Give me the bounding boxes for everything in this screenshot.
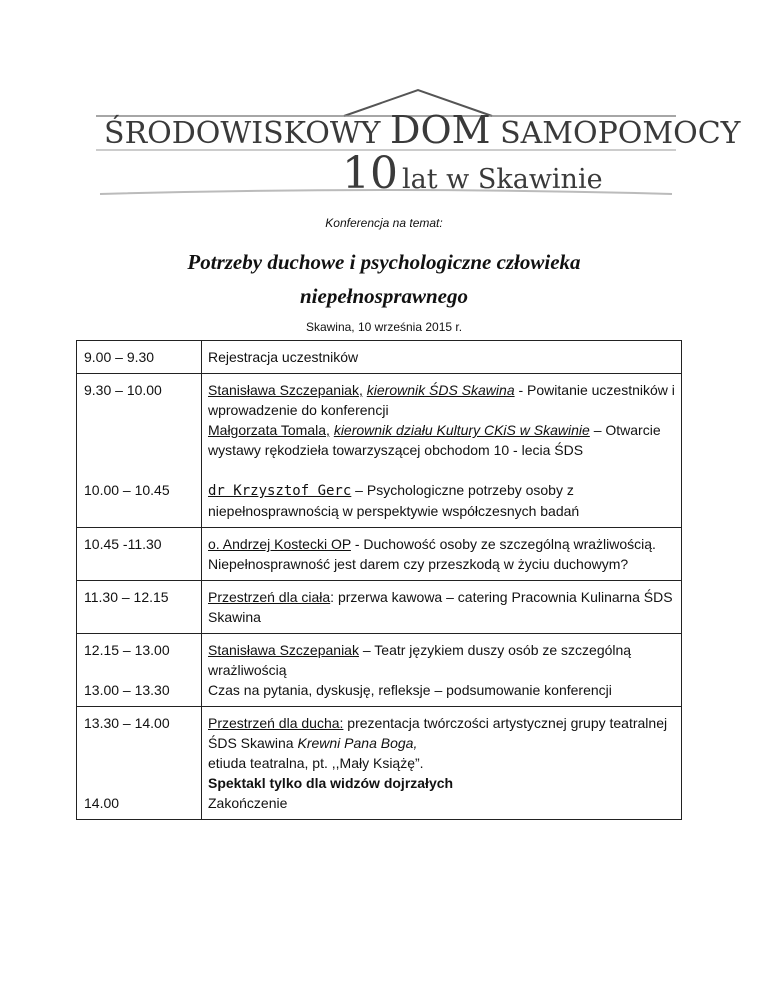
logo-word-3: AMOPOMOCY (520, 116, 741, 151)
item-text: prezentacja twórczości artystycznej grupy teatralnej ŚDS Skawina (208, 715, 668, 751)
item-text: Rejestracja uczestników (208, 349, 359, 365)
speaker-role: kierownik działu Kultury CKiS w Skawinie (333, 422, 590, 438)
table-row (77, 581, 682, 634)
logo-word-1: RODOWISKOWY (124, 116, 391, 151)
time-label: 13.00 – 13.30 (84, 682, 170, 698)
time-label: 11.30 – 12.15 (84, 589, 169, 605)
item-block (208, 480, 675, 521)
content-cell (202, 581, 682, 634)
time-label: 9.00 – 9.30 (84, 349, 155, 365)
logo-word-dom: DOM (390, 108, 491, 152)
item-text: - Duchowość osoby ze szczególną wrażliwością. Niepełnosprawność jest darem czy przeszkodą w życiu duchowym? (208, 536, 656, 572)
date: Skawina, 10 września 2015 r. (305, 320, 463, 334)
conference-title (0, 245, 768, 313)
title-line-1: Potrzeby duchowe i psychologiczne człowieka (187, 250, 581, 274)
item-heading: Przestrzeń dla ducha: (208, 715, 344, 731)
item-text: – Teatr językiem duszy osób ze szczególną wrażliwością (208, 642, 632, 678)
logo-initial-2: S (490, 116, 521, 151)
time-label: 13.30 – 14.00 (84, 715, 170, 731)
program-table (76, 340, 682, 820)
speaker-role: kierownik ŚDS Skawina (366, 382, 515, 398)
time-cell (77, 634, 202, 707)
group-name: Krewni Pana Boga, (297, 735, 418, 751)
item-heading: Przestrzeń dla ciała (208, 589, 331, 605)
logo-title (104, 108, 740, 152)
speaker-name: Stanisława Szczepaniak, (208, 382, 363, 398)
logo-subtitle-text: lat w Skawinie (402, 164, 603, 195)
item-text: – Psychologiczne potrzeby osoby z niepełnosprawnością w perspektywie współczesnych badań (208, 482, 580, 519)
table-row (77, 374, 682, 528)
item-text: Zakończenie (208, 795, 288, 811)
content-cell (202, 528, 682, 581)
speaker-name: dr Krzysztof Gerc (208, 483, 352, 499)
time-label: 9.30 – 10.00 (84, 382, 162, 398)
item-text: Czas na pytania, dyskusję, refleksje – podsumowanie konferencji (208, 682, 612, 698)
item-text: - Powitanie uczestników i wprowadzenie do konferencji (208, 382, 675, 418)
logo (96, 86, 741, 216)
time-cell (77, 707, 202, 820)
time-label: 10.45 -11.30 (84, 536, 162, 552)
time-cell (77, 581, 202, 634)
content-cell (202, 374, 682, 528)
item-text: – Otwarcie wystawy rękodzieła towarzyszącej obchodom 10 - lecia ŚDS (208, 422, 661, 458)
item-block (208, 640, 675, 680)
table-row (77, 528, 682, 581)
speaker-name: Stanisława Szczepaniak (208, 642, 359, 658)
content-cell (202, 341, 682, 374)
title-line-2: niepełnosprawnego (299, 284, 469, 308)
time-cell (77, 374, 202, 528)
time-label: 14.00 (84, 795, 120, 811)
time-label: 12.15 – 13.00 (84, 642, 170, 658)
logo-subtitle (342, 148, 603, 199)
table-row (77, 341, 682, 374)
time-cell (77, 528, 202, 581)
speaker-name: Małgorzata Tomala, (208, 422, 330, 438)
notice-text: Spektakl tylko dla widzów dojrzałych (208, 775, 454, 791)
item-block (208, 713, 675, 753)
logo-initial: Ś (104, 116, 125, 151)
item-text: : przerwa kawowa – catering Pracownia Kulinarna ŚDS Skawina (208, 589, 673, 625)
content-cell (202, 707, 682, 820)
subtitle: Konferencja na temat: (325, 216, 443, 230)
speaker-name: o. Andrzej Kostecki OP (208, 536, 351, 552)
item-text: etiuda teatralna, pt. ,,Mały Książę”. (208, 755, 424, 771)
logo-number: 10 (342, 148, 398, 199)
time-cell (77, 341, 202, 374)
item-block (208, 420, 675, 480)
table-row (77, 707, 682, 820)
time-label: 10.00 – 10.45 (84, 482, 170, 498)
content-cell (202, 634, 682, 707)
table-row (77, 634, 682, 707)
